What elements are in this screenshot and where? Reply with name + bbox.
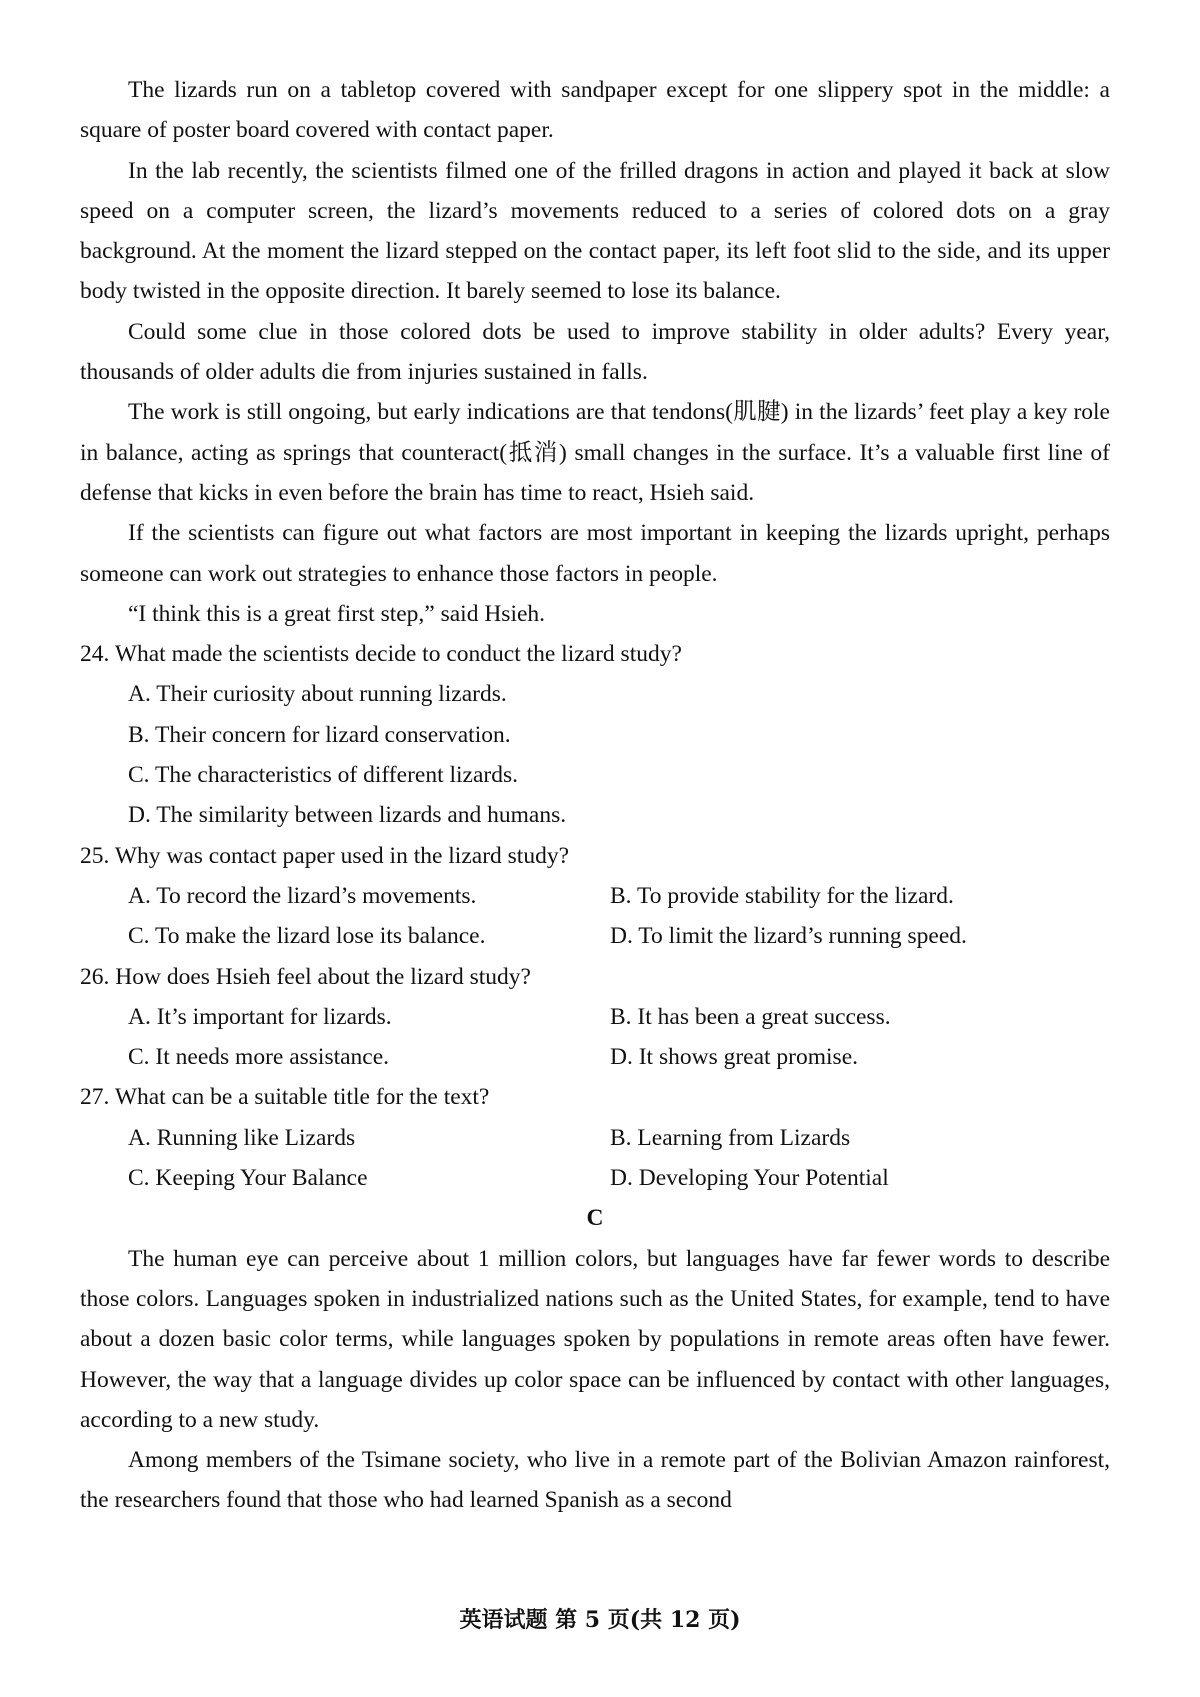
passage-paragraph: The lizards run on a tabletop covered with sandpaper except for one slippery spot in the middle: a square of poster board covered with contact paper.: [80, 77, 1110, 144]
question-27: [80, 1077, 1110, 1198]
option-c: C. It needs more assistance.: [128, 1044, 390, 1071]
option-a: A. Their curiosity about running lizards.: [128, 681, 507, 708]
question-26: [80, 957, 1110, 1078]
option-d: D. It shows great promise.: [610, 1044, 859, 1071]
option-row: [80, 1118, 1110, 1158]
option-row: [80, 997, 1110, 1037]
question-24: [80, 634, 1110, 835]
question-stem: 27. What can be a suitable title for the text?: [80, 1084, 490, 1111]
option-d: D. Developing Your Potential: [610, 1165, 889, 1192]
passage-paragraph: Could some clue in those colored dots be used to improve stability in older adults? Every year, thousands of older adults die from injuries sustained in falls.: [80, 318, 1110, 386]
option-d: D. To limit the lizard’s running speed.: [610, 923, 967, 950]
option-c: C. The characteristics of different lizards.: [128, 762, 518, 789]
question-25: [80, 836, 1110, 957]
page-footer: 英语试题 第 5 页(共 12 页): [459, 1607, 741, 1633]
passage-paragraph: Among members of the Tsimane society, who live in a remote part of the Bolivian Amazon rainforest, the researchers found that those who had learned Spanish as a second: [80, 1447, 1110, 1514]
passage-paragraph: If the scientists can figure out what factors are most important in keeping the lizards upright, perhaps someone can work out strategies to enhance those factors in people.: [80, 520, 1110, 587]
option-c: C. Keeping Your Balance: [128, 1165, 368, 1192]
option-a: A. It’s important for lizards.: [128, 1003, 392, 1030]
question-stem: 24. What made the scientists decide to conduct the lizard study?: [80, 641, 682, 668]
option-d: D. The similarity between lizards and humans.: [128, 802, 567, 829]
option-a: A. Running like Lizards: [128, 1124, 356, 1151]
option-b: B. Learning from Lizards: [610, 1124, 851, 1151]
question-stem: 25. Why was contact paper used in the lizard study?: [80, 842, 570, 869]
section-heading: C: [586, 1205, 604, 1232]
option-row: [80, 916, 1110, 956]
option-b: B. It has been a great success.: [610, 1003, 891, 1030]
option-a: A. To record the lizard’s movements.: [128, 882, 477, 909]
option-c: C. To make the lizard lose its balance.: [128, 923, 486, 950]
option-row: [80, 1037, 1110, 1077]
question-stem: 26. How does Hsieh feel about the lizard study?: [80, 963, 531, 990]
passage-paragraph: The human eye can perceive about 1 million colors, but languages have far fewer words to describe those colors. Languages spoken in industrialized nations such as the United States, for example, tend to have about a dozen basic color terms, while languages spoken by populations in remote areas often have fewer. However, the way that a language divides up color space can be influenced by contact with other languages, according to a new study.: [80, 1245, 1110, 1433]
passage-paragraph: The work is still ongoing, but early indications are that tendons(肌腱) in the lizards’ feet play a key role in balance, acting as springs that counteract(抵消) small changes in the surface. It’s a valuable first line of defense that kicks in even before the brain has time to react, Hsieh said.: [80, 399, 1110, 506]
option-b: B. Their concern for lizard conservation.: [128, 721, 511, 748]
passage-paragraph: “I think this is a great first step,” said Hsieh.: [128, 600, 546, 627]
option-row: [80, 876, 1110, 916]
option-row: [80, 1158, 1110, 1198]
passage-paragraph: In the lab recently, the scientists filmed one of the frilled dragons in action and played it back at slow speed on a computer screen, the lizard’s movements reduced to a series of colored dots on a gray background. At the moment the lizard stepped on the contact paper, its left foot slid to the side, and its upper body twisted in the opposite direction. It barely seemed to lose its balance.: [80, 157, 1110, 305]
option-b: B. To provide stability for the lizard.: [610, 882, 954, 909]
